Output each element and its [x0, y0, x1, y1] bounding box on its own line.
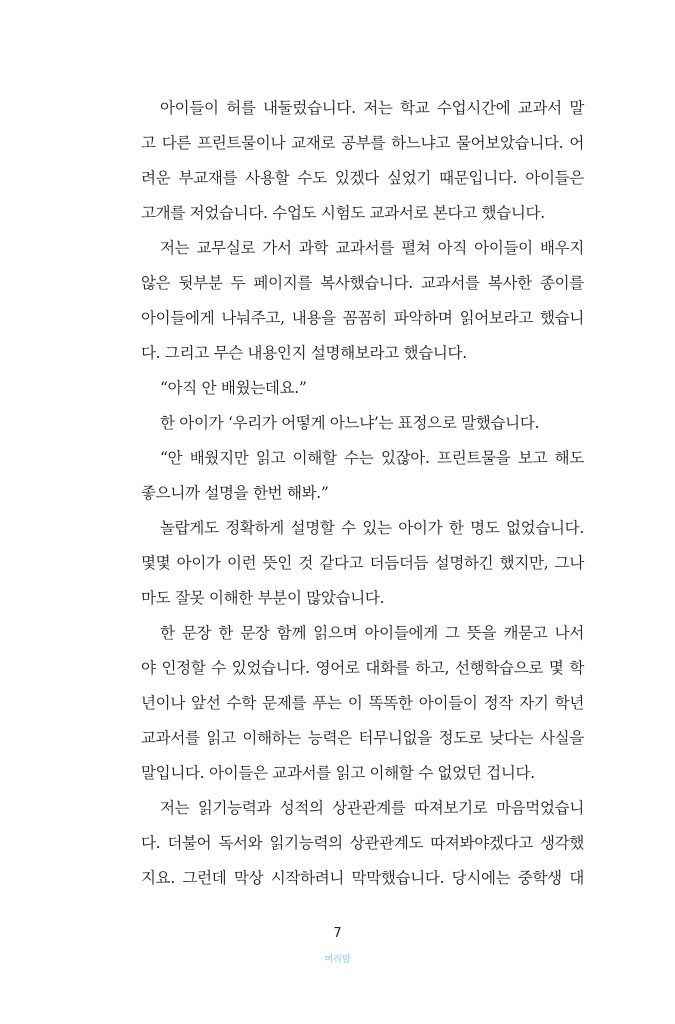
text-line: 지요. 그런데 막상 시작하려니 막막했습니다. 당시에는 중학생 대 [141, 869, 584, 887]
running-footer-section-title: 머리말 [324, 955, 351, 965]
page-number: 7 [333, 926, 342, 941]
text-line: 고개를 저었습니다. 수업도 시험도 교과서로 본다고 했습니다. [141, 204, 545, 222]
text-line: 다. 더불어 독서와 읽기능력의 상관관계도 따져봐야겠다고 생각했 [141, 834, 584, 852]
text-line: 저는 읽기능력과 성적의 상관관계를 따져보기로 마음먹었습니 [160, 799, 584, 817]
text-line: “아직 안 배웠는데요.” [160, 379, 307, 397]
text-line: 년이나 앞선 수학 문제를 푸는 이 똑똑한 아이들이 정작 자기 학년 [141, 694, 584, 712]
text-line: 한 아이가 ‘우리가 어떻게 아느냐’는 표정으로 말했습니다. [160, 414, 540, 432]
text-line: 교과서를 읽고 이해하는 능력은 터무니없을 정도로 낮다는 사실을 [141, 729, 584, 747]
text-line: 다. 그리고 무슨 내용인지 설명해보라고 했습니다. [141, 344, 467, 362]
text-line: 한 문장 한 문장 함께 읽으며 아이들에게 그 뜻을 캐묻고 나서 [160, 624, 584, 642]
text-line: 고 다른 프린트물이나 교재로 공부를 하느냐고 물어보았습니다. 어 [141, 134, 584, 152]
text-line: 아이들이 허를 내둘렀습니다. 저는 학교 수업시간에 교과서 말 [160, 99, 584, 117]
text-line: 야 인정할 수 있었습니다. 영어로 대화를 하고, 선행학습으로 몇 학 [141, 659, 584, 677]
text-line: 려운 부교재를 사용할 수도 있겠다 싶었기 때문입니다. 아이들은 [141, 169, 584, 187]
text-line: 몇몇 아이가 이런 뜻인 것 같다고 더듬더듬 설명하긴 했지만, 그나 [141, 554, 584, 572]
text-line: “안 배웠지만 읽고 이해할 수는 있잖아. 프린트물을 보고 해도 [160, 449, 584, 467]
text-line: 좋으니까 설명을 한번 해봐.” [141, 484, 329, 502]
text-line: 말입니다. 아이들은 교과서를 읽고 이해할 수 없었던 겁니다. [141, 764, 535, 782]
text-line: 저는 교무실로 가서 과학 교과서를 펼쳐 아직 아이들이 배우지 [160, 239, 584, 257]
text-line: 놀랍게도 정확하게 설명할 수 있는 아이가 한 명도 없었습니다. [160, 519, 584, 537]
text-line: 마도 잘못 이해한 부분이 많았습니다. [141, 589, 385, 607]
text-line: 않은 뒷부분 두 페이지를 복사했습니다. 교과서를 복사한 종이를 [141, 274, 584, 292]
body-text [141, 95, 584, 900]
text-line: 아이들에게 나눠주고, 내용을 꼼꼼히 파악하며 읽어보라고 했습니 [141, 309, 584, 327]
